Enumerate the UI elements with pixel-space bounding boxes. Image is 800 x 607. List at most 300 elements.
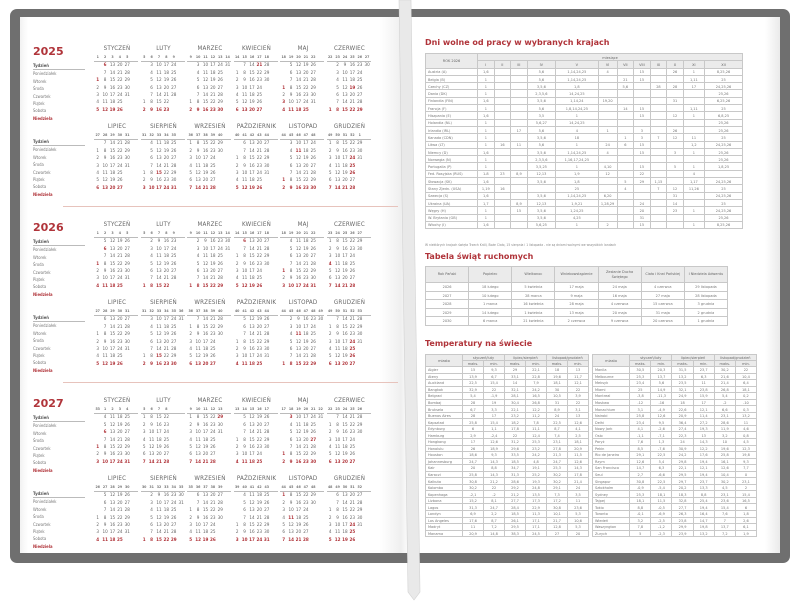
week-number: 2	[101, 54, 108, 62]
day-cell: 3	[235, 269, 239, 275]
day-cell: 26	[310, 339, 316, 345]
day-cell: 30	[310, 93, 316, 99]
day-cell: 5	[196, 78, 200, 84]
temperature-value: 3,2	[714, 432, 735, 439]
day-cell: 7	[103, 141, 107, 147]
temperature-value: 9,3	[484, 452, 505, 459]
day-cell: 19	[256, 500, 262, 506]
month-name: LISTOPAD	[288, 299, 318, 306]
day-cell: 4	[96, 537, 100, 543]
day-cell: 5	[189, 445, 193, 451]
temperature-value: 32,9	[463, 386, 484, 393]
city-name: Manila	[593, 367, 630, 374]
day-cell: 9	[103, 339, 107, 345]
day-cell: 16	[342, 148, 348, 154]
week-number: 20	[295, 54, 302, 62]
day-cell: 2	[142, 361, 146, 367]
week-number: 18	[280, 54, 287, 62]
day-cell: 11	[241, 178, 248, 184]
holiday-days: 15	[511, 207, 528, 214]
day-cell: 22	[256, 156, 262, 162]
week-number: 44	[280, 308, 287, 316]
day-cell: 15	[156, 415, 162, 421]
day-cell: 17	[109, 459, 116, 465]
day-cell: 17	[163, 500, 169, 506]
temperature-value: 6,3	[651, 465, 672, 472]
day-cell: 30	[124, 339, 130, 345]
day-cell: 4	[289, 332, 293, 338]
month-column-header: VI	[598, 61, 617, 68]
day-cell: 22	[303, 178, 309, 184]
day-cell: 13	[295, 163, 302, 169]
day-cell: 23	[209, 107, 216, 113]
week-number: 39	[234, 484, 241, 492]
week-number: 13	[234, 406, 241, 414]
holiday-days: 1	[556, 221, 599, 228]
temperature-value: 30,2	[714, 367, 735, 374]
day-cell: 26	[357, 85, 363, 91]
day-cell: 15	[156, 537, 162, 543]
holiday-days: 24,25,26	[705, 207, 743, 214]
temperature-value: 29,5	[672, 471, 693, 478]
day-cell: 14	[342, 317, 348, 323]
day-cell: 11	[295, 148, 302, 154]
month-column-header: VIII	[634, 61, 651, 68]
day-cell: 6	[243, 508, 246, 514]
day-cell: 12	[156, 332, 162, 338]
day-cell: 25	[349, 347, 356, 353]
temperature-value: -1,2	[651, 524, 672, 531]
day-cell: 4	[96, 100, 100, 106]
week-label: Tydzień	[33, 138, 85, 146]
temperature-value: 25,3	[630, 491, 651, 498]
day-cell: 18	[303, 148, 309, 154]
day-cell: 28	[171, 276, 177, 282]
day-cell: 26	[256, 100, 262, 106]
day-cell: 2	[289, 317, 293, 323]
city-name: Moskwa	[593, 399, 630, 406]
holiday-days: 15	[634, 141, 651, 148]
day-cell: 10	[156, 317, 162, 323]
day-cell: 14	[109, 324, 116, 330]
month-name: LUTY	[156, 221, 171, 228]
weekday-label: Niedziela	[33, 543, 53, 549]
day-cell: 3	[189, 430, 193, 436]
temperature-value: 8,7	[484, 517, 505, 524]
temperature-value: 7,8	[526, 419, 547, 426]
day-cell: 27	[171, 269, 177, 275]
week-number: 48	[327, 484, 334, 492]
temperature-value: 11	[568, 497, 589, 504]
temperatures-title: Temperatury na świecie	[425, 339, 533, 348]
day-cell: 19	[303, 339, 309, 345]
day-cell: 31	[263, 537, 270, 543]
holiday-days: 1	[617, 134, 634, 141]
day-cell: 7	[328, 283, 332, 289]
temperature-value: 4,8	[526, 458, 547, 465]
day-cell: 14	[202, 317, 209, 323]
day-cell: 14	[109, 254, 116, 260]
day-cell: 20	[202, 361, 209, 367]
day-cell: 1	[142, 171, 146, 177]
temperature-value: 7,4	[547, 432, 568, 439]
day-cell: 15	[295, 269, 302, 275]
week-number: 31	[124, 132, 131, 140]
day-cell: 9	[204, 239, 207, 245]
day-cell: 4	[103, 415, 107, 421]
temperature-value: 19	[484, 399, 505, 406]
day-cell: 14	[249, 430, 255, 436]
day-cell: 12	[295, 339, 302, 345]
day-cell: 28	[349, 283, 356, 289]
day-cell: 14	[202, 93, 209, 99]
feast-date: 17 maja	[555, 283, 598, 292]
day-cell: 12	[241, 100, 248, 106]
day-cell: 6	[189, 452, 193, 458]
weekday-label: Piątek	[33, 177, 45, 183]
feast-date: 21 kwietnia	[512, 317, 555, 326]
feast-date: 31 maja	[641, 308, 684, 317]
day-cell: 9	[243, 530, 246, 536]
holiday-days: 1,6	[478, 68, 495, 75]
day-cell: 15	[249, 523, 255, 529]
day-cell: 12	[334, 354, 341, 360]
day-cell: 24	[210, 156, 216, 162]
day-cell: 1	[142, 283, 146, 289]
day-cell: 21	[256, 515, 262, 521]
holiday-days: 1,14,24,25	[556, 68, 599, 75]
day-cell: 10	[241, 452, 248, 458]
day-cell: 22	[163, 283, 170, 289]
temperature-value: 23,4	[630, 380, 651, 387]
day-cell: 14	[156, 276, 162, 282]
day-cell: 9	[336, 430, 339, 436]
week-number: 38	[209, 484, 216, 492]
day-cell: 20	[156, 452, 162, 458]
day-cell: 30	[217, 332, 223, 338]
city-name: Bombaj	[426, 399, 463, 406]
day-cell: 28	[349, 185, 356, 191]
holiday-days: 17	[511, 126, 528, 133]
temperature-value: 7,9	[526, 380, 547, 387]
week-number: 5	[141, 406, 148, 414]
day-cell: 8	[196, 141, 200, 147]
temperature-value: 29,5	[505, 524, 526, 531]
holiday-days: 1	[478, 156, 495, 163]
temperature-value: 27,7	[505, 497, 526, 504]
holiday-days: 1	[598, 126, 617, 133]
day-cell: 9	[103, 269, 107, 275]
day-cell: 4	[235, 276, 239, 282]
day-cell: 5	[289, 430, 293, 436]
day-cell: 12	[249, 415, 255, 421]
day-cell: 7	[336, 415, 339, 421]
day-cell: 27	[310, 163, 316, 169]
day-cell: 18	[342, 261, 348, 267]
week-number: 6	[148, 406, 155, 414]
temperature-value: -7,1	[651, 432, 672, 439]
year-header: ROK 2026	[426, 54, 478, 69]
year-cell: 2028	[426, 300, 469, 309]
day-cell: 30	[264, 347, 270, 353]
day-cell: 5	[328, 354, 332, 360]
day-cell: 30	[264, 445, 270, 451]
day-cell: 6	[189, 361, 193, 367]
day-cell: 6	[103, 63, 107, 69]
city-name: Belgrad	[426, 393, 463, 400]
day-cell: 20	[163, 269, 169, 275]
day-cell: 2	[189, 422, 193, 428]
day-cell: 25	[310, 332, 316, 338]
day-cell: 16	[249, 530, 255, 536]
day-cell: 27	[303, 530, 309, 536]
day-cell: 30	[217, 515, 223, 521]
day-cell: 15	[202, 141, 209, 147]
holiday-days: 1	[478, 163, 495, 170]
day-cell: 21	[303, 261, 309, 267]
day-cell: 10	[102, 163, 108, 169]
holiday-days: 1,28,29	[598, 199, 617, 206]
week-number: 44	[263, 132, 270, 140]
day-cell: 6	[142, 452, 146, 458]
week-number: 10	[194, 54, 201, 62]
week-number: 16	[256, 406, 263, 414]
temperature-value: 6,7	[484, 373, 505, 380]
city-name: Buenos Aires	[426, 412, 463, 419]
day-cell: 22	[210, 141, 216, 147]
week-number: 8	[163, 54, 170, 62]
day-cell: 4	[189, 163, 193, 169]
city-name: Honolulu	[426, 445, 463, 452]
week-number: 28	[101, 132, 108, 140]
temperature-value: 38,3	[505, 530, 526, 537]
day-cell: 31	[170, 185, 177, 191]
weekday-label: Czwartek	[33, 169, 51, 175]
day-cell: 19	[117, 239, 123, 245]
temperature-value: 29,2	[505, 484, 526, 491]
day-cell: 28	[163, 459, 170, 465]
day-cell: 3	[328, 339, 332, 345]
holiday-days: 14	[617, 105, 634, 112]
day-cell: 2	[96, 269, 100, 275]
month-column-header: XI	[683, 61, 704, 68]
column-header: Wielkanoc	[512, 267, 555, 283]
week-number: 12	[209, 230, 216, 238]
day-cell: 29	[124, 515, 130, 521]
holiday-days: 1,6	[478, 112, 495, 119]
holiday-days: 24,25,26	[705, 178, 743, 185]
city-name: Zurych	[593, 530, 630, 537]
day-cell: 17	[295, 283, 302, 289]
day-cell: 22	[349, 239, 355, 245]
day-cell: 2	[96, 156, 100, 162]
week-number: 32	[148, 308, 155, 316]
day-cell: 29	[124, 261, 130, 267]
week-number: 49	[317, 308, 324, 316]
day-cell: 20	[210, 269, 216, 275]
day-cell: 10	[334, 156, 341, 162]
day-cell: 25	[349, 530, 356, 536]
day-cell: 27	[163, 452, 169, 458]
week-number: 28	[109, 484, 116, 492]
day-cell: 18	[109, 354, 116, 360]
temperature-value: -2	[484, 491, 505, 498]
week-number: 42	[256, 484, 263, 492]
day-cell: 22	[163, 415, 169, 421]
temperature-value: -4,9	[651, 406, 672, 413]
day-cell: 19	[109, 107, 116, 113]
day-cell: 11	[241, 276, 248, 282]
temperature-value: -5,4	[651, 484, 672, 491]
day-cell: 24	[210, 523, 216, 529]
day-cell: 25	[210, 163, 216, 169]
day-cell: 9	[196, 422, 200, 428]
holiday-days: 24,25,26	[705, 83, 743, 90]
day-cell: 11	[334, 163, 341, 169]
day-cell: 13	[195, 361, 201, 367]
day-cell: 14	[295, 445, 302, 451]
weekday-label: Środa	[33, 438, 44, 444]
temperature-value: 31	[547, 399, 568, 406]
day-cell: 21	[210, 317, 216, 323]
temperature-value: 33,1	[505, 373, 526, 380]
day-cell: 23	[163, 422, 169, 428]
city-name: Sydney	[593, 491, 630, 498]
temperature-value: 27	[547, 530, 568, 537]
holiday-days: 25	[705, 75, 743, 82]
week-number: 21	[302, 230, 309, 238]
day-cell: 31	[225, 246, 231, 252]
day-cell: 6	[150, 85, 153, 91]
week-number: 17	[256, 230, 263, 238]
day-cell: 9	[243, 163, 246, 169]
day-cell: 25	[264, 493, 270, 499]
day-cell: 17	[342, 437, 348, 443]
day-cell: 20	[342, 361, 348, 367]
day-cell: 12	[288, 523, 294, 529]
day-cell: 13	[249, 324, 255, 330]
period-header: listopad/grudzień	[547, 355, 589, 361]
day-cell: 8	[336, 422, 339, 428]
day-cell: 5	[150, 515, 153, 521]
city-name: Meksyk	[593, 380, 630, 387]
temperature-value: 12,3	[735, 445, 756, 452]
temperature-value: 23,1	[714, 412, 735, 419]
day-cell: 13	[334, 276, 341, 282]
country-name: Węgry (H)	[426, 207, 478, 214]
week-number: 9	[187, 406, 194, 414]
day-cell: 23	[163, 361, 170, 367]
weekday-label: Środa	[33, 162, 44, 168]
weekday-label: Wtorek	[33, 254, 47, 260]
temperature-value: 13	[693, 432, 714, 439]
day-cell: 1	[189, 508, 193, 514]
day-cell: 19	[342, 452, 348, 458]
temperature-value: 21,4	[714, 380, 735, 387]
day-cell: 17	[163, 63, 169, 69]
week-number: 27	[101, 484, 108, 492]
week-number: 44	[280, 132, 287, 140]
day-cell: 14	[249, 148, 255, 154]
holiday-days: 1	[683, 68, 704, 75]
holiday-days: 2,3,5,6	[527, 90, 555, 97]
day-cell: 14	[109, 141, 116, 147]
feast-date: 16 kwietnia	[512, 300, 555, 309]
day-cell: 23	[256, 347, 262, 353]
temperature-value: 5,3	[568, 524, 589, 531]
day-cell: 5	[328, 537, 332, 543]
temperature-value: 18	[547, 367, 568, 374]
day-cell: 1	[189, 415, 193, 421]
holiday-days: 11	[511, 141, 528, 148]
city-name: Lizbona	[426, 497, 463, 504]
temperature-value: 22	[568, 386, 589, 393]
day-cell: 16	[163, 239, 169, 245]
temperature-value: 22,8	[526, 373, 547, 380]
country-name: Austria (A)	[426, 68, 478, 75]
day-cell: 23	[210, 148, 216, 154]
week-number: 5	[141, 230, 148, 238]
temperature-value: 5,3	[568, 511, 589, 518]
feast-date: 4 czerwca	[641, 283, 684, 292]
feast-date: 3 grudnia	[684, 300, 727, 309]
city-name: Madryt	[426, 524, 463, 531]
day-cell: 1	[96, 261, 100, 267]
temperature-value: 13,9	[463, 373, 484, 380]
week-number: 15	[241, 230, 248, 238]
day-cell: 2	[282, 185, 286, 191]
day-cell: 17	[202, 430, 209, 436]
holiday-days: 26	[667, 68, 684, 75]
week-label: Tydzień	[33, 490, 85, 498]
year-label: 2026	[33, 221, 64, 234]
temperature-value: 10,4	[735, 373, 756, 380]
day-cell: 25	[256, 93, 262, 99]
day-cell: 15	[342, 107, 348, 113]
weekday-label: Niedziela	[33, 367, 53, 373]
week-number: 3	[116, 406, 123, 414]
day-cell: 13	[109, 246, 116, 252]
day-cell: 1	[235, 156, 239, 162]
week-number: 35	[187, 484, 194, 492]
week-number: 7	[155, 54, 162, 62]
day-cell: 27	[357, 493, 363, 499]
day-cell: 25	[310, 239, 316, 245]
day-cell: 25	[256, 459, 263, 465]
day-cell: 5	[235, 283, 239, 289]
month-column-header: II	[494, 61, 511, 68]
day-cell: 23	[117, 339, 123, 345]
temperature-value: 12,6	[714, 465, 735, 472]
day-cell: 6	[235, 107, 239, 113]
day-cell: 21	[256, 246, 262, 252]
day-cell: 21	[349, 415, 355, 421]
feast-date: 29 listopada	[684, 283, 727, 292]
temperature-value: 30,9	[672, 445, 693, 452]
temperature-value: 22,6	[672, 406, 693, 413]
week-number: 36	[194, 484, 201, 492]
temperature-value: 18	[672, 399, 693, 406]
temperature-value: 0,8	[735, 432, 756, 439]
temperature-value: 12,6	[568, 458, 589, 465]
city-name: Wiedeń	[593, 517, 630, 524]
week-number: 49	[327, 132, 334, 140]
day-cell: 12	[334, 452, 341, 458]
day-cell: 22	[117, 78, 123, 84]
day-cell: 28	[310, 261, 316, 267]
holiday-days: 1	[683, 207, 704, 214]
week-number: 25	[349, 54, 356, 62]
